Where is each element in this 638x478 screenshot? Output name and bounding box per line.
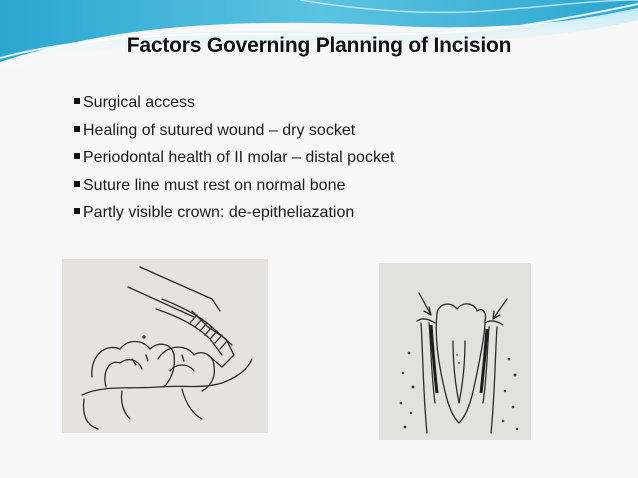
bullet-item (74, 94, 394, 112)
bullet-list (74, 94, 394, 232)
bullet-text: Periodontal health of II molar – distal pocket (83, 149, 395, 166)
bullet-square-icon (74, 153, 80, 159)
molar-flap-illustration (62, 259, 268, 433)
figure-tooth-cross-section (379, 263, 531, 440)
bullet-square-icon (74, 181, 80, 187)
bullet-item (74, 204, 394, 222)
bullet-text: Surgical access (83, 94, 196, 111)
bullet-text: Suture line must rest on normal bone (83, 176, 346, 194)
bullet-item (74, 177, 394, 195)
figure-incision-molar-flap (62, 259, 268, 433)
slide-title: Factors Governing Planning of Incision (126, 34, 512, 57)
bullet-square-icon (74, 208, 80, 214)
bullet-text: Healing of sutured wound – dry socket (83, 121, 356, 139)
bullet-square-icon (74, 98, 80, 104)
bullet-text: Partly visible crown: de-epitheliazation (83, 204, 355, 221)
bullet-item (74, 149, 394, 167)
bullet-item (74, 122, 394, 140)
tooth-cross-section-illustration (379, 263, 531, 440)
bullet-square-icon (74, 126, 80, 132)
